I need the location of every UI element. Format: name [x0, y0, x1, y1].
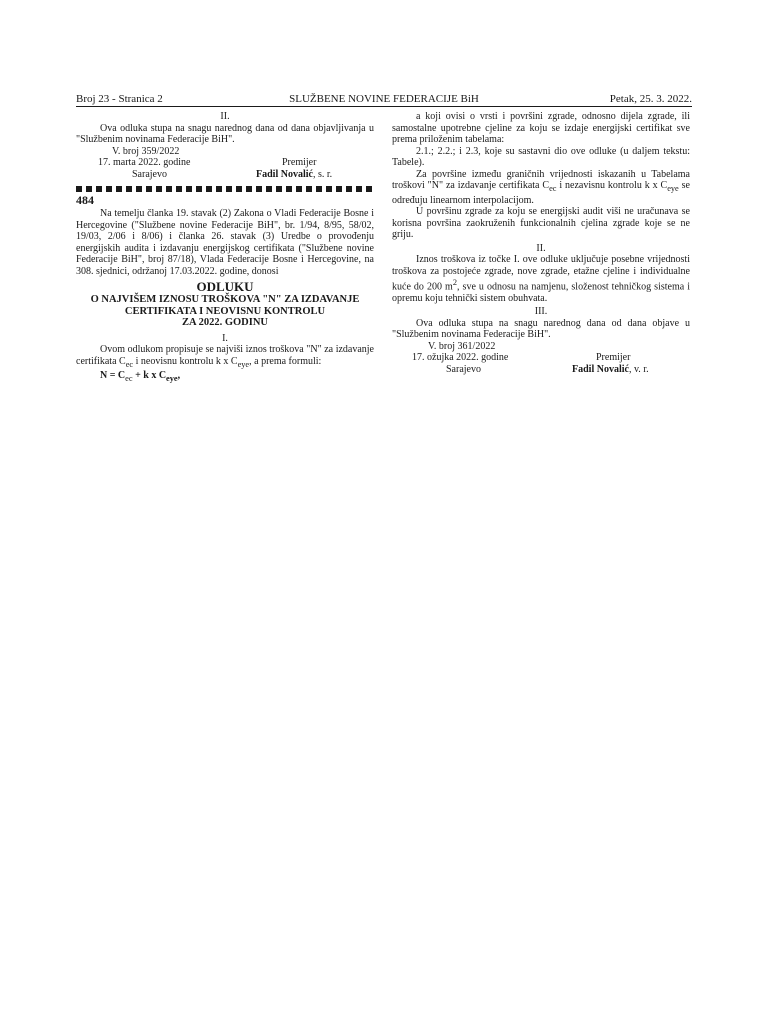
signature-row-1 [392, 352, 690, 364]
prev-city: Sarajevo [132, 168, 167, 180]
section-1-text-c: , a prema formuli: [249, 355, 322, 367]
issue-page-number: Broj 23 - Stranica 2 [76, 93, 163, 105]
prev-signatory-name: Fadil Novalić [256, 168, 313, 180]
section-2-text-b: , sve u odnosu na namjenu, složenost tehničkog sistema i opremu koju tehnički sistem obuhvata. [392, 281, 690, 304]
signatory-suffix: , v. r. [628, 363, 649, 375]
section-2-text [392, 254, 690, 304]
publication-title: SLUŽBENE NOVINE FEDERACIJE BiH [289, 93, 479, 105]
prev-signature-row-2 [76, 169, 374, 181]
signature-row-2 [392, 364, 690, 376]
header-rule [76, 106, 692, 107]
decision-city: Sarajevo [446, 363, 481, 375]
section-1-text-b: i neovisnu kontrolu k x C [133, 355, 238, 367]
preamble: Na temelju članka 19. stavak (2) Zakona o Vladi Federacije Bosne i Hercegovine ("Službene novine Federacije BiH", br. 1/94, 8/95, 58/02, 19/03, 2/06 i 8/06) i članka 26. stavak (3) Uredbe o provođenju energijskih audita i izdavanju energijskog certifikata ("Službene novine Federacije BiH", broj 87/18), Vlada Federacije Bosne i Hercegovine, na 308. sjednici, održanoj 17.03.2022. godine, donosi [76, 208, 374, 277]
section-1-text-a: Ovom odlukom propisuje se najviši iznos troškova "N" za izdavanje certifikata C [76, 344, 374, 367]
act-number: 484 [76, 193, 94, 207]
prev-section-heading: II. [220, 111, 230, 122]
interpolation-text-a: Za površine između graničnih vrijednosti iskazanih u Tabelama troškovi "N" za izdavanje certifikata C [392, 168, 690, 191]
formula-part-c: , [177, 370, 181, 381]
interpolation-text-b: i nezavisnu kontrolu k x C [556, 180, 668, 191]
interpolation-text-c: se određuju linearnom interpolacijom. [392, 180, 690, 206]
decision-subtitle-1: O NAJVIŠEM IZNOSU TROŠKOVA "N" ZA IZDAVANJE [90, 294, 360, 305]
left-column [76, 111, 374, 385]
formula-part-b: + k x C [132, 370, 167, 381]
interpolation-subscript-eye: eye [667, 184, 679, 193]
prev-role: Premijer [282, 157, 317, 168]
section-3-text: Ova odluka stupa na snagu narednog dana od dana objave u "Službenim novinama Federacije BiH". [392, 317, 690, 341]
signatory [572, 364, 649, 376]
section-3-heading: III. [534, 306, 548, 318]
prev-decision-text: Ova odluka stupa na snagu narednog dana od dana objavljivanja u "Službenim novinama Federacije BiH". [76, 122, 374, 145]
section-1-heading: I. [222, 332, 228, 344]
subscript-eye: eye [237, 359, 250, 369]
paragraph-tables: 2.1.; 2.2.; i 2.3, koje su sastavni dio ove odluke (u daljem tekstu: Tabele). [392, 145, 690, 168]
superscript-2: 2 [452, 278, 457, 287]
decision-subtitle-2: CERTIFIKATA I NEOVISNU KONTROLU [124, 305, 326, 317]
interpolation-subscript-ec: ec [549, 184, 557, 193]
section-separator [76, 186, 374, 192]
paragraph-building-type: a koji ovisi o vrsti i površini zgrade, odnosno dijela zgrade, ili samostalne upotrebne cjeline za koju se izdaje energijski certifikat sve prema priloženim tabelama: [392, 111, 690, 145]
section-2-heading: II. [536, 242, 546, 254]
prev-signature-row-1 [76, 157, 374, 169]
decision-title: ODLUKU [196, 279, 254, 294]
right-column [392, 111, 690, 375]
cost-formula [100, 370, 374, 385]
prev-date: 17. marta 2022. godine [98, 157, 191, 168]
paragraph-interpolation [392, 169, 690, 207]
decision-number: V. broj 361/2022 [428, 340, 496, 352]
signatory-role: Premijer [596, 352, 631, 364]
paragraph-unheated-area: U površinu zgrade za koju se energijski audit viši ne uračunava se korisna površina zaokruženih funkcionalnih cjelina zgrade koje se ne griju. [392, 206, 690, 240]
formula-subscript-ec: ec [125, 374, 133, 383]
formula-part-a: N = C [100, 370, 126, 381]
section-1-text [76, 344, 374, 370]
section-2-text-a: Iznos troškova iz točke I. ove odluke uključuje posebne vrijednosti troškova za postojeće zgrade, nove zgrade, etažne cjeline i individualne kuće do 200 m [392, 254, 690, 293]
prev-signatory [256, 169, 332, 181]
signatory-name: Fadil Novalić [572, 363, 629, 375]
subscript-ec: ec [125, 359, 134, 369]
decision-subtitle-3: ZA 2022. GODINU [181, 317, 269, 328]
page-header [76, 92, 692, 106]
publication-date: Petak, 25. 3. 2022. [609, 93, 692, 105]
prev-signatory-suffix: , s. r. [312, 168, 333, 180]
formula-subscript-eye: eye [166, 374, 178, 383]
prev-decision-number: V. broj 359/2022 [112, 145, 180, 157]
decision-date: 17. ožujka 2022. godine [412, 352, 509, 364]
